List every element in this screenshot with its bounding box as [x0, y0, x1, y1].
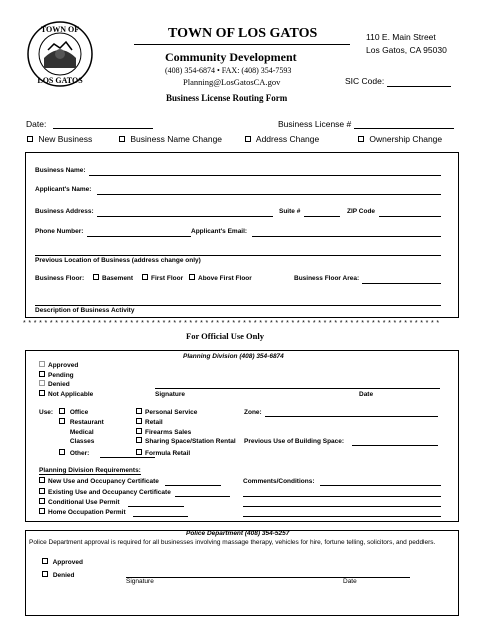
address-line-1: 110 E. Main Street: [366, 32, 436, 42]
applicant-name-field[interactable]: [97, 194, 441, 195]
floor-above-first[interactable]: [189, 275, 252, 282]
planning-division-header: Planning Division (408) 354-6874: [183, 353, 284, 360]
checkbox[interactable]: [39, 508, 45, 514]
option-name-change[interactable]: [119, 134, 222, 144]
use-label-text: Restaurant: [69, 419, 104, 426]
official-use-heading: For Official Use Only: [186, 331, 264, 341]
suite-label: Suite #: [279, 208, 301, 215]
req-existing-use-field[interactable]: [175, 496, 230, 497]
use-label-text: Sharing Space/Station Rental: [145, 438, 236, 445]
status-label: Approved: [48, 362, 79, 369]
use-restaurant[interactable]: [59, 419, 104, 426]
police-date-label: Date: [343, 578, 357, 585]
status-label: Pending: [48, 372, 74, 379]
checkbox[interactable]: [136, 418, 142, 424]
planning-signature-label: Signature: [155, 391, 185, 398]
comments-line-1[interactable]: [320, 485, 441, 486]
address-line-2: Los Gatos, CA 95030: [366, 45, 447, 55]
phone-number-label: Phone Number:: [35, 228, 84, 235]
requirement-label: Conditional Use Permit: [48, 499, 120, 506]
requirement-label: New Use and Occupancy Certificate: [48, 478, 159, 485]
business-address-label: Business Address:: [35, 208, 94, 215]
checkbox[interactable]: [136, 408, 142, 414]
req-existing-use[interactable]: [39, 489, 171, 496]
checkbox[interactable]: [59, 449, 65, 455]
req-new-use-field[interactable]: [165, 485, 221, 486]
date-field[interactable]: [53, 128, 153, 129]
comments-label: Comments/Conditions:: [243, 478, 315, 485]
status-label: Denied: [52, 572, 75, 579]
use-other[interactable]: [59, 450, 89, 457]
zip-code-field[interactable]: [379, 216, 441, 217]
req-new-use[interactable]: [39, 478, 159, 485]
police-status-approved[interactable]: [42, 559, 83, 566]
checkbox[interactable]: [39, 371, 45, 377]
planning-date-label: Date: [359, 391, 374, 398]
requirements-heading: Planning Division Requirements:: [39, 467, 141, 474]
zone-label: Zone:: [244, 409, 262, 416]
checkbox[interactable]: [39, 488, 45, 494]
business-activity-label: Description of Business Activity: [35, 307, 135, 314]
checkbox[interactable]: [39, 390, 45, 396]
requirement-label: Existing Use and Occupancy Certificate: [48, 489, 171, 496]
checkbox[interactable]: [119, 136, 125, 142]
planning-status-denied[interactable]: [39, 381, 70, 388]
applicant-email-field[interactable]: [252, 236, 441, 237]
checkbox[interactable]: [136, 437, 142, 443]
checkbox[interactable]: [142, 274, 148, 280]
req-home-occupation-field[interactable]: [133, 516, 188, 517]
town-seal-logo: [26, 20, 94, 88]
status-label: Approved: [52, 559, 83, 566]
svg-text:LOS GATOS: LOS GATOS: [37, 76, 83, 85]
floor-area-field[interactable]: [362, 283, 441, 284]
business-floor-label: Business Floor:: [35, 275, 85, 282]
planning-signature-field[interactable]: [155, 388, 440, 389]
checkbox[interactable]: [93, 274, 99, 280]
police-status-denied[interactable]: [42, 572, 74, 579]
suite-field[interactable]: [304, 216, 340, 217]
floor-option-label: Above First Floor: [198, 275, 252, 282]
checkbox[interactable]: [39, 380, 45, 386]
comments-line-4[interactable]: [243, 516, 441, 517]
phone-fax: (408) 354-6874 • FAX: (408) 354-7593: [165, 66, 292, 75]
checkbox[interactable]: [42, 571, 48, 577]
police-signature-field[interactable]: [126, 577, 410, 578]
previous-use-field[interactable]: [352, 445, 438, 446]
use-sharing-space[interactable]: [136, 438, 236, 445]
checkbox[interactable]: [136, 428, 142, 434]
checkbox[interactable]: [358, 136, 364, 142]
police-department-header: Police Department (408) 354-5257: [186, 530, 290, 537]
police-signature-label: Signature: [126, 578, 154, 585]
previous-use-label: Previous Use of Building Space:: [244, 438, 345, 445]
option-label: New Business: [38, 134, 93, 144]
checkbox[interactable]: [39, 477, 45, 483]
checkbox[interactable]: [59, 408, 65, 414]
department-name: Community Development: [165, 50, 297, 64]
planning-status-na[interactable]: [39, 391, 93, 398]
business-info-box: [25, 152, 459, 318]
date-label: Date:: [26, 119, 47, 129]
req-conditional-use[interactable]: [39, 499, 120, 506]
asterisk-separator: * * * * * * * * * * * * * * * * * * * * * * * * * * * * * * * * * * * * * * * * * * * * * * * * * * * * * * * * * * * * * * * * * * * * * * * * * * * * * *: [23, 320, 440, 327]
business-activity-field[interactable]: [35, 305, 441, 306]
use-label: Use:: [39, 409, 54, 416]
option-label: Address Change: [255, 134, 320, 144]
previous-location-label: Previous Location of Business (address change only): [35, 257, 201, 264]
license-number-label: Business License #: [278, 119, 352, 129]
req-home-occupation[interactable]: [39, 509, 126, 516]
checkbox[interactable]: [39, 498, 45, 504]
use-classes[interactable]: [59, 438, 94, 445]
police-note: Police Department approval is required for all businesses involving massage therapy, vehicles for hire, fortune telling, solicitors, and peddlers.: [29, 539, 436, 546]
use-medical[interactable]: [59, 429, 94, 436]
use-label-text: Personal Service: [145, 409, 198, 416]
floor-area-label: Business Floor Area:: [294, 275, 360, 282]
license-number-field[interactable]: [354, 128, 454, 129]
page-title: TOWN OF LOS GATOS: [168, 26, 318, 41]
email-address: Planning@LosGatosCA.gov: [183, 77, 281, 87]
status-label: Not Applicable: [48, 391, 94, 398]
business-name-field[interactable]: [89, 175, 441, 176]
applicant-name-label: Applicant's Name:: [35, 186, 92, 193]
planning-status-pending[interactable]: [39, 372, 74, 379]
use-personal-service[interactable]: [136, 409, 197, 416]
status-label: Denied: [48, 381, 70, 388]
use-label-text: Retail: [145, 419, 163, 426]
use-label-text: Medical: [69, 429, 94, 436]
applicant-email-label: Applicant's Email:: [191, 228, 248, 235]
checkbox[interactable]: [39, 361, 45, 367]
business-address-field[interactable]: [97, 216, 273, 217]
use-label-text: Classes: [69, 438, 95, 445]
checkbox[interactable]: [27, 136, 33, 142]
zone-field[interactable]: [265, 416, 438, 417]
header-divider: [134, 44, 350, 45]
sic-code-field[interactable]: [387, 86, 451, 87]
option-address-change[interactable]: [245, 134, 319, 144]
option-label: Business Name Change: [130, 134, 223, 144]
planning-status-approved[interactable]: [39, 362, 78, 369]
floor-option-label: Basement: [102, 275, 134, 282]
checkbox[interactable]: [59, 418, 65, 424]
previous-location-field[interactable]: [35, 255, 441, 256]
floor-option-label: First Floor: [151, 275, 184, 282]
business-name-label: Business Name:: [35, 167, 86, 174]
req-conditional-use-field[interactable]: [128, 506, 184, 507]
checkbox[interactable]: [59, 428, 65, 434]
checkbox[interactable]: [59, 437, 65, 443]
use-label-text: Office: [69, 409, 89, 416]
option-ownership-change[interactable]: [358, 134, 442, 144]
option-label: Ownership Change: [369, 134, 443, 144]
floor-basement[interactable]: [93, 275, 133, 282]
option-new-business[interactable]: [27, 134, 92, 144]
checkbox[interactable]: [245, 136, 251, 142]
requirement-label: Home Occupation Permit: [48, 509, 126, 516]
phone-number-field[interactable]: [87, 236, 191, 237]
sic-code-label: SIC Code:: [345, 76, 385, 86]
comments-line-2[interactable]: [243, 496, 441, 497]
comments-line-3[interactable]: [243, 506, 441, 507]
use-label-text: Other:: [69, 450, 90, 457]
use-firearms[interactable]: [136, 429, 191, 436]
use-retail[interactable]: [136, 419, 163, 426]
floor-first[interactable]: [142, 275, 183, 282]
zip-code-label: ZIP Code: [347, 208, 376, 215]
checkbox[interactable]: [136, 449, 142, 455]
use-formula-retail[interactable]: [136, 450, 190, 457]
use-other-field[interactable]: [100, 457, 155, 458]
use-office[interactable]: [59, 409, 88, 416]
use-label-text: Firearms Sales: [145, 429, 192, 436]
use-label-text: Formula Retail: [145, 450, 191, 457]
checkbox[interactable]: [189, 274, 195, 280]
checkbox[interactable]: [42, 558, 48, 564]
form-title: Business License Routing Form: [166, 93, 288, 103]
svg-text:TOWN OF: TOWN OF: [40, 25, 80, 34]
